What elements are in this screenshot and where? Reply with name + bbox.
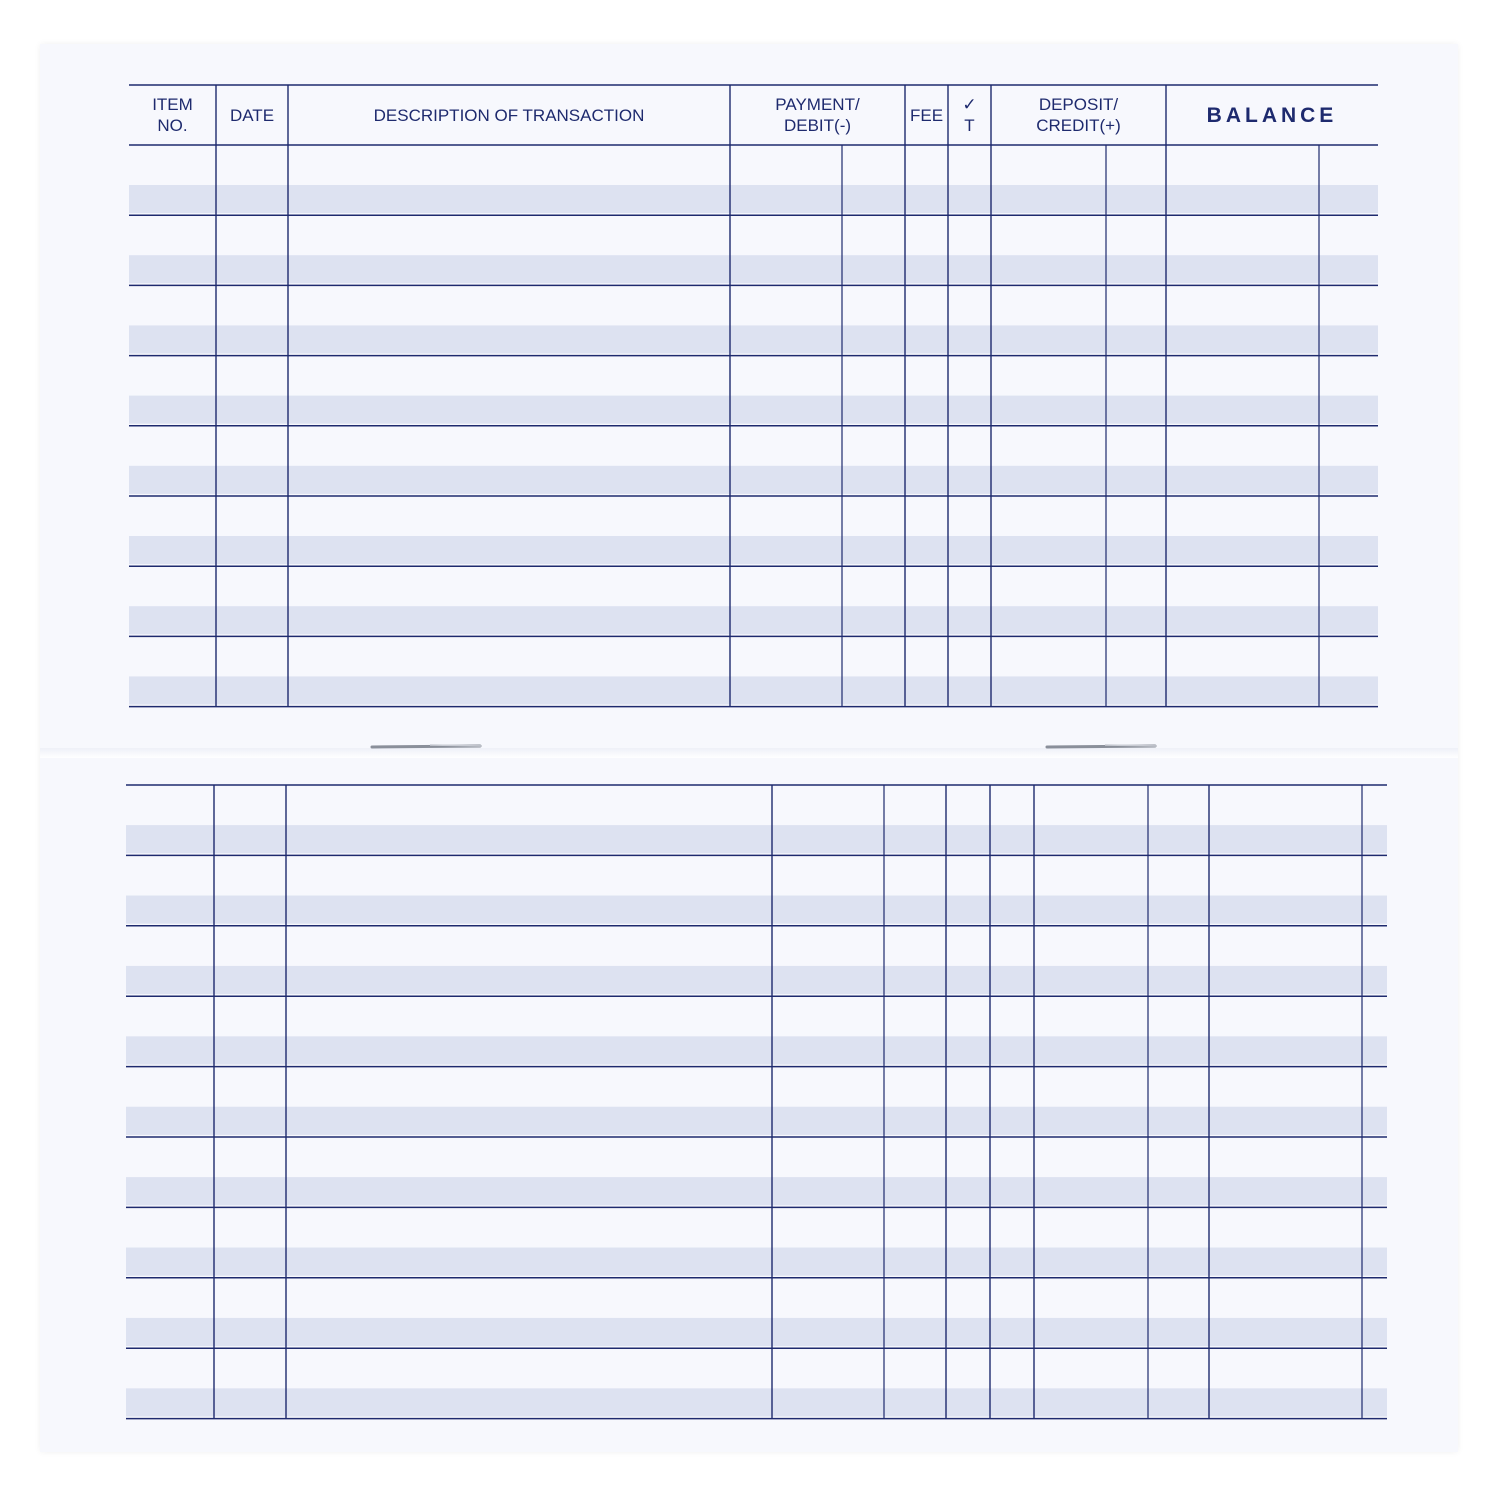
check-register-booklet (40, 44, 1458, 1452)
header-fee-label: FEE (909, 105, 944, 125)
header-no-label: NO. (157, 116, 188, 135)
top-ledger-page (129, 85, 1378, 707)
bottom-ledger-grid (126, 785, 1387, 1419)
row-stripe (126, 1107, 1387, 1135)
staple-left (370, 743, 485, 749)
row-stripe (126, 1036, 1387, 1064)
row-stripe (126, 825, 1387, 853)
row-stripe (126, 1388, 1387, 1416)
row-stripe (129, 325, 1378, 353)
row-stripe (126, 966, 1387, 994)
header-deposit-label: DEPOSIT/ (1038, 95, 1119, 114)
header-check-t (948, 85, 991, 145)
bottom-ledger-page (126, 785, 1387, 1419)
header-date-label: DATE (229, 105, 275, 125)
staple-right (1045, 743, 1160, 749)
header-t-label: T (964, 116, 975, 135)
header-payment-label: PAYMENT/ (775, 95, 860, 114)
header-description (288, 85, 730, 145)
row-stripe (126, 896, 1387, 924)
header-description-label: DESCRIPTION OF TRANSACTION (373, 105, 645, 125)
header-check-mark: ✓ (962, 95, 977, 114)
row-stripe (129, 606, 1378, 634)
header-payment-debit (730, 85, 905, 145)
header-item-label: ITEM (152, 95, 193, 114)
row-stripe (126, 1248, 1387, 1276)
header-date (216, 85, 288, 145)
top-ledger-grid (129, 85, 1378, 707)
header-fee (905, 85, 948, 145)
row-stripe (129, 185, 1378, 213)
row-stripe (129, 255, 1378, 283)
header-debit-label: DEBIT(-) (783, 116, 852, 135)
row-stripe (129, 536, 1378, 564)
row-stripe (126, 1177, 1387, 1205)
row-stripe (129, 396, 1378, 424)
header-deposit-credit (991, 85, 1166, 145)
header-balance-label: BALANCE (1206, 103, 1338, 127)
header-credit-label: CREDIT(+) (1036, 116, 1121, 135)
row-stripe (129, 676, 1378, 704)
row-stripe (126, 1318, 1387, 1346)
header-balance (1166, 85, 1378, 145)
header-item-no (129, 85, 216, 145)
center-fold (40, 748, 1458, 758)
row-stripe (129, 466, 1378, 494)
